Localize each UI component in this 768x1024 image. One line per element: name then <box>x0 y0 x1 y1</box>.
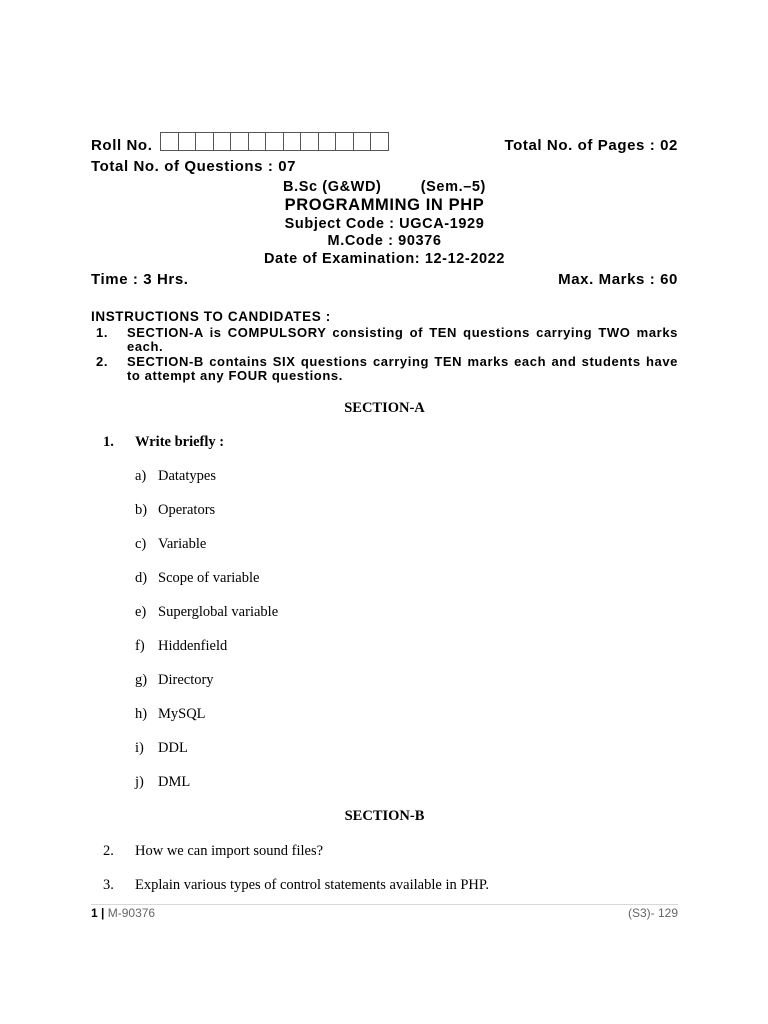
sub-question <box>135 638 227 655</box>
roll-pages-row <box>91 136 678 155</box>
instruction-number: 1. <box>96 325 109 340</box>
sub-question <box>135 706 206 723</box>
sub-question-text: Scope of variable <box>158 570 260 586</box>
section-a-title: SECTION-A <box>344 400 425 416</box>
sub-question-text: Variable <box>158 536 207 552</box>
sub-question-label: c) <box>135 536 147 552</box>
question-text: Write briefly : <box>135 434 225 450</box>
footer-right: (S3)- 129 <box>627 906 678 920</box>
sub-question-text: Superglobal variable <box>158 604 279 620</box>
instruction-item <box>96 326 678 354</box>
max-marks: Max. Marks : 60 <box>558 271 678 288</box>
sub-question <box>135 502 215 519</box>
instruction-item <box>96 355 678 383</box>
sub-question <box>135 774 190 791</box>
sub-question-label: d) <box>135 570 148 586</box>
total-pages: Total No. of Pages : 02 <box>504 137 678 154</box>
subject-title: PROGRAMMING IN PHP <box>284 196 485 214</box>
sub-question-text: DDL <box>158 740 188 756</box>
sub-question <box>135 672 214 689</box>
sub-question-label: h) <box>135 706 148 722</box>
sub-question-label: a) <box>135 468 147 484</box>
footer-code: M-90376 <box>107 906 156 920</box>
exam-date: Date of Examination: 12-12-2022 <box>263 251 505 267</box>
sub-question-label: b) <box>135 502 148 518</box>
m-code: M.Code : 90376 <box>327 233 442 249</box>
semester: (Sem.–5) <box>420 179 486 195</box>
question-number: 2. <box>103 843 114 859</box>
sub-question-label: i) <box>135 740 144 756</box>
roll-number-label: Roll No. <box>91 137 153 154</box>
question-text: How we can import sound files? <box>135 843 324 859</box>
roll-number-box <box>196 132 214 151</box>
sub-question <box>135 536 206 553</box>
footer-left <box>91 906 155 920</box>
roll-number-box <box>179 132 197 151</box>
footer-separator: | <box>101 906 105 920</box>
sub-question-label: j) <box>135 774 144 790</box>
sub-question <box>135 468 216 485</box>
roll-number-box <box>284 132 302 151</box>
roll-number-box <box>231 132 249 151</box>
course-name: B.Sc (G&WD) <box>283 179 382 195</box>
roll-number-boxes <box>160 132 389 151</box>
roll-number-box <box>319 132 337 151</box>
page-footer <box>91 906 678 920</box>
roll-number-box <box>249 132 267 151</box>
sub-question-text: DML <box>158 774 191 790</box>
instructions-title: INSTRUCTIONS TO CANDIDATES : <box>91 309 331 324</box>
footer-divider <box>91 904 678 905</box>
sub-question-label: g) <box>135 672 148 688</box>
sub-question-label: f) <box>135 638 145 654</box>
sub-question-text: Datatypes <box>158 468 216 484</box>
sub-question-text: Operators <box>158 502 216 518</box>
roll-number-group <box>91 136 389 155</box>
course-semester-line <box>91 179 678 195</box>
sub-question-text: Directory <box>158 672 214 688</box>
instruction-text: SECTION-B contains SIX questions carrying TEN marks each and students have to attempt any FOUR questions. <box>127 354 678 383</box>
instruction-text: SECTION-A is COMPULSORY consisting of TEN questions carrying TWO marks each. <box>127 325 678 354</box>
sub-question <box>135 604 278 621</box>
roll-number-box <box>160 132 179 151</box>
sub-question <box>135 570 259 587</box>
roll-number-box <box>301 132 319 151</box>
roll-number-box <box>266 132 284 151</box>
sub-question <box>135 740 188 757</box>
subject-code: Subject Code : UGCA-1929 <box>284 216 485 232</box>
instruction-number: 2. <box>96 354 109 369</box>
exam-time: Time : 3 Hrs. <box>91 271 189 288</box>
roll-number-box <box>371 132 389 151</box>
sub-question-label: e) <box>135 604 147 620</box>
question-text: Explain various types of control statements available in PHP. <box>135 877 489 893</box>
section-b-title: SECTION-B <box>344 808 425 824</box>
total-questions: Total No. of Questions : 07 <box>91 158 297 175</box>
sub-question-text: Hiddenfield <box>158 638 228 654</box>
question-number: 1. <box>103 434 114 450</box>
roll-number-box <box>354 132 372 151</box>
footer-page-number: 1 <box>91 906 98 920</box>
roll-number-box <box>336 132 354 151</box>
roll-number-box <box>214 132 232 151</box>
question-number: 3. <box>103 877 114 893</box>
time-marks-row <box>91 271 678 288</box>
sub-question-text: MySQL <box>158 706 206 722</box>
